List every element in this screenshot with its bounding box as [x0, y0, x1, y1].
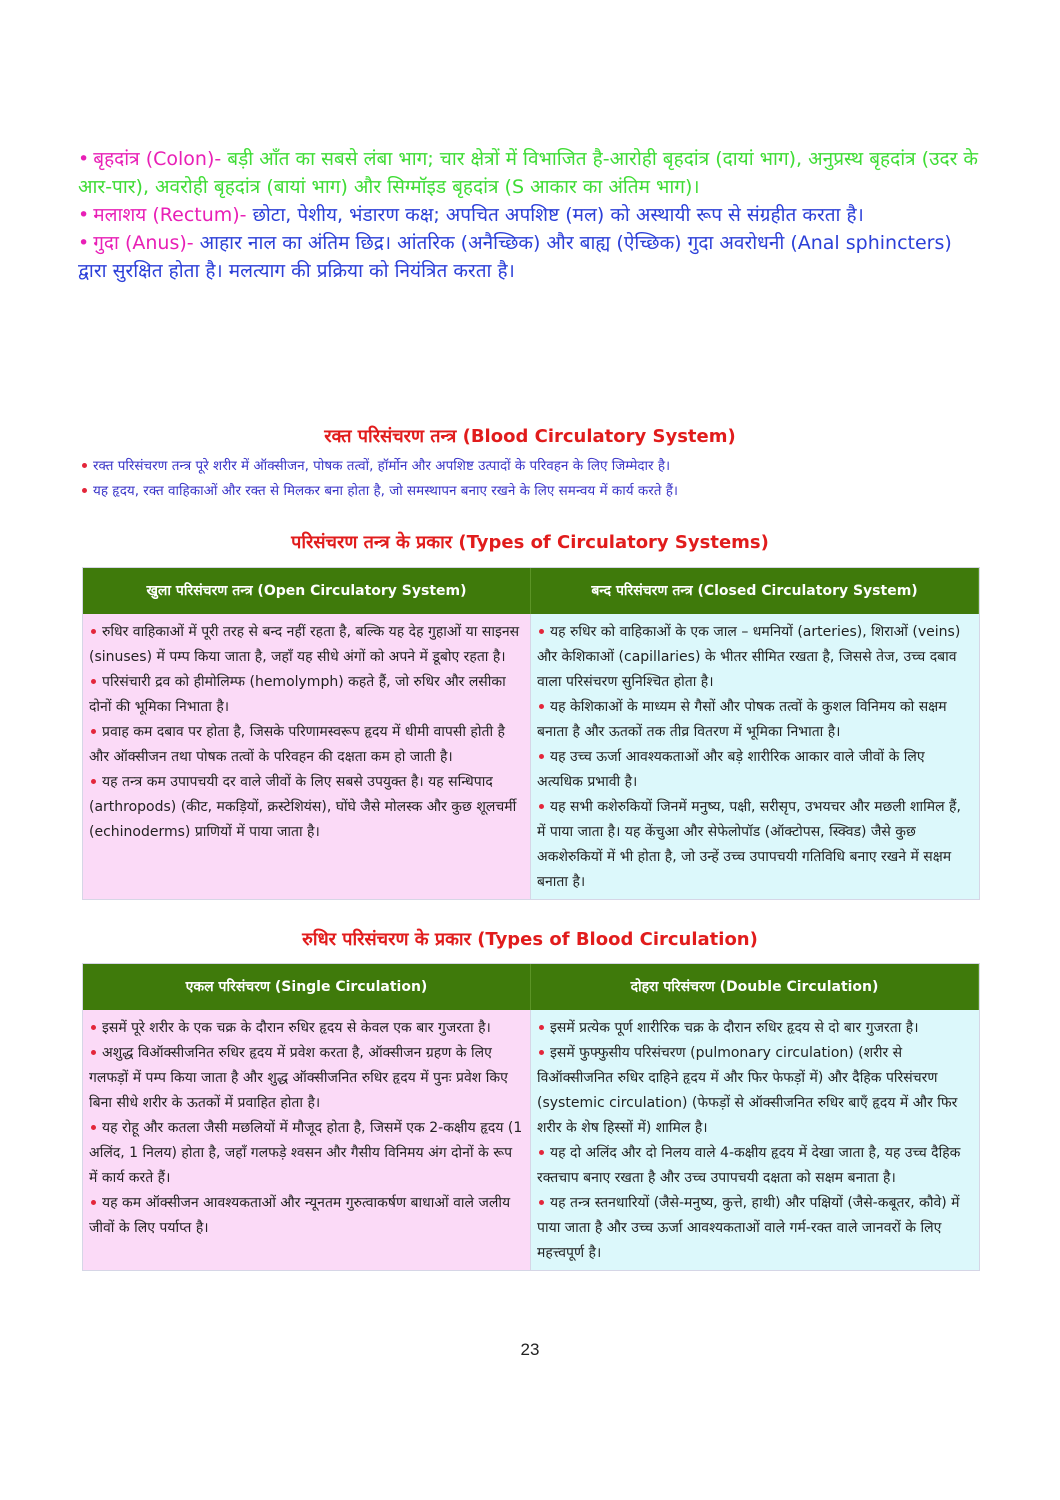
note-text: आहार नाल का अंतिम छिद्र। आंतरिक (अनैच्छिक) और बाह्य (ऐच्छिक) गुदा अवरोधनी (Anal sphincters) द्वारा सुरक्षित होता है। मलत्याग की प्रक्रिया को नियंत्रित करता है।	[78, 232, 952, 282]
column-header-single: एकल परिसंचरण (Single Circulation)	[83, 964, 531, 1010]
bullet-icon	[91, 679, 96, 684]
bullet-icon	[539, 704, 544, 709]
bullet-icon	[91, 1050, 96, 1055]
section-title-blood-circulatory-system: रक्त परिसंचरण तन्त्र (Blood Circulatory System)	[324, 426, 736, 447]
double-circulation-cell	[531, 1010, 979, 1270]
intro-point: यह हृदय, रक्त वाहिकाओं और रक्त से मिलकर बना होता है, जो समस्थापन बनाए रखने के लिए समन्वय में कार्य करते हैं।	[80, 479, 980, 504]
bullet-icon	[539, 804, 544, 809]
intro-point: रक्त परिसंचरण तन्त्र पूरे शरीर में ऑक्सीजन, पोषक तत्वों, हॉर्मोन और अपशिष्ट उत्पादों के परिवहन के लिए जिम्मेदार है।	[80, 454, 980, 479]
list-item: इसमें फुफ्फुसीय परिसंचरण (pulmonary circulation) (शरीर से विऑक्सीजनित रुधिर दाहिने हृदय में और फिर फेफड़ों में) और दैहिक परिसंचरण (systemic circulation) (फेफड़ों से ऑक्सीजनित रुधिर बाएँ हृदय में और फिर शरीर के शेष हिस्सों में) शामिल है।	[537, 1045, 958, 1136]
list-item: यह कम ऑक्सीजन आवश्यकताओं और न्यूनतम गुरुत्वाकर्षण बाधाओं वाले जलीय जीवों के लिए पर्याप्त है।	[89, 1195, 511, 1236]
column-header-open: खुला परिसंचरण तन्त्र (Open Circulatory System)	[83, 568, 531, 614]
list-item: यह सभी कशेरुकियों जिनमें मनुष्य, पक्षी, सरीसृप, उभयचर और मछली शामिल हैं, में पाया जाता है। यह केंचुआ और सेफेलोपॉड (ऑक्टोपस, स्क्विड) जैसे कुछ अकशेरुकियों में भी होता है, जो उन्हें उच्च उपापचयी गतिविधि बनाए रखने में सक्षम बनाता है।	[537, 799, 961, 890]
note-rectum	[78, 201, 978, 229]
bullet-icon	[91, 1025, 96, 1030]
list-item: यह केशिकाओं के माध्यम से गैसों और पोषक तत्वों के कुशल विनिमय को सक्षम बनाता है और ऊतकों तक तीव्र वितरण में भूमिका निभाता है।	[537, 699, 947, 740]
list-item: यह रोहू और कतला जैसी मछलियों में मौजूद होता है, जिसमें एक 2-कक्षीय हृदय (1 अलिंद, 1 निलय) होता है, जहाँ गलफड़े श्वसन और गैसीय विनिमय अंग दोनों के रूप में कार्य करते हैं।	[89, 1120, 523, 1186]
section-title-types-of-blood-circulation: रुधिर परिसंचरण के प्रकार (Types of Blood Circulation)	[302, 929, 758, 950]
list-item: यह दो अलिंद और दो निलय वाले 4-कक्षीय हृदय में देखा जाता है, यह उच्च दैहिक रक्तचाप बनाए रखता है और उच्च उपापचयी दक्षता को सक्षम बनाता है।	[537, 1145, 961, 1186]
note-colon	[78, 145, 978, 201]
bullet-icon	[539, 754, 544, 759]
bullet-icon	[91, 1200, 96, 1205]
bullet-icon: •	[78, 204, 90, 226]
section-title-types-of-circulatory-systems: परिसंचरण तन्त्र के प्रकार (Types of Circulatory Systems)	[291, 532, 769, 553]
bullet-icon	[539, 1200, 544, 1205]
handwritten-notes	[78, 145, 978, 285]
list-item: यह तन्त्र कम उपापचयी दर वाले जीवों के लिए सबसे उपयुक्त है। यह सन्धिपाद (arthropods) (कीट, मकड़ियों, क्रस्टेशियंस), घोंघे जैसे मोलस्क और कुछ शूलचर्मी (echinoderms) प्राणियों में पाया जाता है।	[89, 774, 517, 840]
note-text: बड़ी आँत का सबसे लंबा भाग; चार क्षेत्रों में विभाजित है-आरोही बृहदांत्र (दायां भाग), अनुप्रस्थ बृहदांत्र (उदर के आर-पार), अवरोही बृहदांत्र (बायां भाग) और सिग्मॉइड बृहदांत्र (S आकार का अंतिम भाग)।	[78, 148, 978, 198]
column-header-double: दोहरा परिसंचरण (Double Circulation)	[531, 964, 979, 1010]
note-text: छोटा, पेशीय, भंडारण कक्ष; अपचित अपशिष्ट (मल) को अस्थायी रूप से संग्रहीत करता है।	[246, 204, 864, 226]
list-item: प्रवाह कम दबाव पर होता है, जिसके परिणामस्वरूप हृदय में धीमी वापसी होती है और ऑक्सीजन तथा पोषक तत्वों के परिवहन की दक्षता कम हो जाती है।	[89, 724, 505, 765]
bullet-icon: •	[78, 148, 90, 170]
bullet-icon	[539, 1025, 544, 1030]
bullet-icon	[82, 488, 87, 493]
bullet-icon	[91, 1125, 96, 1130]
bullet-icon	[82, 463, 87, 468]
blood-circulation-table	[82, 963, 980, 1271]
list-item: यह उच्च ऊर्जा आवश्यकताओं और बड़े शारीरिक आकार वाले जीवों के लिए अत्यधिक प्रभावी है।	[537, 749, 925, 790]
note-term: मलाशय (Rectum)-	[93, 204, 247, 226]
bullet-icon	[91, 779, 96, 784]
bullet-icon	[91, 729, 96, 734]
page-number: 23	[520, 1340, 540, 1359]
closed-system-cell	[531, 614, 979, 899]
note-term: बृहदांत्र (Colon)-	[93, 148, 222, 170]
note-term: गुदा (Anus)-	[93, 232, 194, 254]
bullet-icon	[539, 629, 544, 634]
list-item: अशुद्ध विऑक्सीजनित रुधिर हृदय में प्रवेश करता है, ऑक्सीजन ग्रहण के लिए गलफड़ों में पम्प किया जाता है और शुद्ध ऑक्सीजनित रुधिर हृदय में पुनः प्रवेश किए बिना सीधे शरीर के ऊतकों में प्रवाहित होता है।	[89, 1045, 508, 1111]
circulatory-systems-table	[82, 567, 980, 900]
list-item: इसमें पूरे शरीर के एक चक्र के दौरान रुधिर हृदय से केवल एक बार गुजरता है।	[89, 1016, 524, 1041]
bullet-icon	[539, 1050, 544, 1055]
intro-points	[80, 454, 980, 504]
open-system-cell	[83, 614, 531, 899]
list-item: यह तन्त्र स्तनधारियों (जैसे-मनुष्य, कुत्ते, हाथी) और पक्षियों (जैसे-कबूतर, कौवे) में पाया जाता है और उच्च ऊर्जा आवश्यकताओं वाले गर्म-रक्त वाले जानवरों के लिए महत्त्वपूर्ण है।	[537, 1195, 960, 1261]
list-item: यह रुधिर को वाहिकाओं के एक जाल – धमनियों (arteries), शिराओं (veins) और केशिकाओं (capillaries) के भीतर सीमित रखता है, जिससे तेज, उच्च दबाव वाला परिसंचरण सुनिश्चित होता है।	[537, 624, 961, 690]
list-item: इसमें प्रत्येक पूर्ण शारीरिक चक्र के दौरान रुधिर हृदय से दो बार गुजरता है।	[537, 1016, 973, 1041]
list-item: रुधिर वाहिकाओं में पूरी तरह से बन्द नहीं रहता है, बल्कि यह देह गुहाओं या साइनस (sinuses) में पम्प किया जाता है, जहाँ यह सीधे अंगों को अपने में डूबोए रहता है।	[89, 624, 520, 665]
note-anus	[78, 229, 978, 285]
bullet-icon	[91, 629, 96, 634]
single-circulation-cell	[83, 1010, 531, 1270]
column-header-closed: बन्द परिसंचरण तन्त्र (Closed Circulatory System)	[531, 568, 979, 614]
bullet-icon: •	[78, 232, 90, 254]
list-item: परिसंचारी द्रव को हीमोलिम्फ (hemolymph) कहते हैं, जो रुधिर और लसीका दोनों की भूमिका निभाता है।	[89, 674, 506, 715]
bullet-icon	[539, 1150, 544, 1155]
